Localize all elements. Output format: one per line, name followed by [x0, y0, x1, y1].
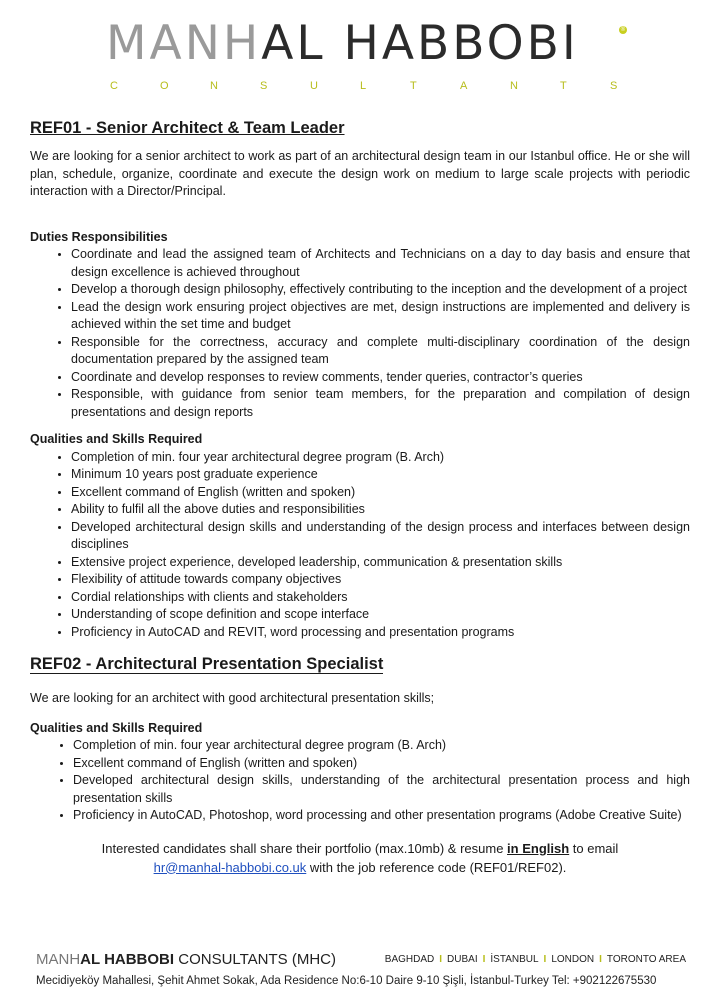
city-name: BAGHDAD — [384, 954, 435, 965]
ref01-quals-list — [30, 449, 690, 642]
logo-letter: C — [110, 80, 118, 92]
city-separator: I — [439, 954, 443, 965]
ref02-title: REF02 - Architectural Presentation Specialist — [30, 655, 384, 673]
footer-name-light: MANH — [36, 951, 81, 968]
office-cities — [385, 954, 686, 965]
city-name: DUBAI — [447, 954, 478, 965]
logo-letter: T — [410, 80, 417, 92]
main-content — [30, 118, 690, 877]
footer-name-rest: CONSULTANTS (MHC) — [174, 951, 337, 968]
ref02-intro: We are looking for an architect with good architectural presentation skills; — [30, 691, 435, 705]
footer — [36, 951, 686, 987]
ref01-quals-heading: Qualities and Skills Required — [30, 432, 203, 446]
city-name: İSTANBUL — [490, 954, 539, 965]
logo-letter: T — [560, 80, 567, 92]
qualification-item: • Understanding of scope definition and scope interface — [71, 606, 690, 624]
logo-light-part: MANH — [106, 16, 262, 71]
footer-company-name — [36, 951, 336, 968]
closing-text-2: to email — [569, 840, 619, 856]
qualification-item: • Excellent command of English (written and spoken) — [71, 484, 690, 502]
ref01-duties-heading: Duties Responsibilities — [30, 229, 168, 244]
ref02-quals-list — [30, 737, 690, 825]
qualification-item: • Flexibility of attitude towards company objectives — [71, 571, 690, 589]
ref02-quals-heading: Qualities and Skills Required — [30, 720, 203, 735]
qualification-item: • Minimum 10 years post graduate experience — [71, 466, 690, 484]
duty-item: • Develop a thorough design philosophy, effectively contributing to the inception and the development of a project — [71, 281, 690, 299]
logo-letter: N — [510, 80, 518, 92]
logo-letter: L — [360, 80, 367, 92]
duty-item: • Coordinate and develop responses to review comments, tender queries, contractor’s queries — [71, 369, 690, 387]
ref01-duties-list — [30, 246, 690, 421]
logo-letter: U — [310, 80, 318, 92]
qualification-item: • Ability to fulfil all the above duties and responsibilities — [71, 501, 690, 519]
duty-item: • Lead the design work ensuring project objectives are met, design instructions are implemented and delivery is achieved within the set time and budget — [71, 299, 690, 334]
logo-letter: N — [210, 80, 218, 92]
duty-item: • Responsible for the correctness, accuracy and complete multi-disciplinary coordination of the design documentation prepared by the assigned team — [71, 334, 690, 369]
qualification-item: • Completion of min. four year architectural degree program (B. Arch) — [71, 449, 690, 467]
ref01-title: REF01 - Senior Architect & Team Leader — [30, 119, 345, 137]
city-separator: I — [599, 954, 602, 965]
footer-name-bold: AL HABBOBI — [80, 951, 175, 968]
logo-consultants — [110, 80, 620, 94]
logo-wordmark — [106, 18, 626, 70]
qualification-item: • Developed architectural design skills, understanding of the architectural presentation process and high presentation skills — [73, 772, 690, 807]
company-logo — [0, 18, 720, 98]
duty-item: • Coordinate and lead the assigned team of Architects and Technicians on a day to day basis and ensure that design excellence is achieved throughout — [71, 246, 690, 281]
registered-mark-icon: ® — [620, 27, 626, 33]
city-separator: I — [543, 954, 547, 965]
qualification-item: • Developed architectural design skills and understanding of the design process and interfaces between design disciplines — [71, 519, 690, 554]
qualification-item: • Extensive project experience, developed leadership, communication & presentation skills — [71, 554, 690, 572]
logo-letter: S — [610, 80, 618, 92]
city-name: LONDON — [551, 954, 595, 965]
ref01-intro: We are looking for a senior architect to work as part of an architectural design team in our Istanbul office. He or she will plan, schedule, organize, coordinate and execute the design work on medium to large scale projects with periodic interaction with a Director/Principal. — [30, 149, 690, 198]
city-separator: I — [482, 954, 486, 965]
qualification-item: • Completion of min. four year architectural degree program (B. Arch) — [73, 737, 690, 755]
qualification-item: • Proficiency in AutoCAD and REVIT, word processing and presentation programs — [71, 624, 690, 642]
application-instructions — [30, 839, 690, 877]
city-name: TORONTO AREA — [606, 954, 686, 965]
qualification-item: • Proficiency in AutoCAD, Photoshop, word processing and other presentation programs (Adobe Creative Suite) — [73, 807, 690, 825]
logo-dark-part: AL HABBOBI — [261, 16, 579, 71]
logo-letter: O — [160, 80, 169, 92]
logo-letter: A — [460, 80, 468, 92]
duty-item: • Responsible, with guidance from senior team members, for the preparation and compilation of design presentations and design reports — [71, 386, 690, 421]
email-link[interactable]: hr@manhal-habbobi.co.uk — [153, 859, 307, 875]
closing-text-3: with the job reference code (REF01/REF02). — [306, 859, 567, 875]
qualification-item: • Excellent command of English (written and spoken) — [73, 755, 690, 773]
footer-address: Mecidiyeköy Mahallesi, Şehit Ahmet Sokak, Ada Residence No:6-10 Daire 9-10 Şişli, İstanbul-Turkey Tel: +902122675530 — [36, 975, 657, 987]
qualification-item: • Cordial relationships with clients and stakeholders — [71, 589, 690, 607]
closing-text-1: Interested candidates shall share their portfolio (max.10mb) & resume — [101, 840, 508, 856]
logo-letter: S — [260, 80, 268, 92]
closing-in-english: in English — [507, 840, 570, 856]
